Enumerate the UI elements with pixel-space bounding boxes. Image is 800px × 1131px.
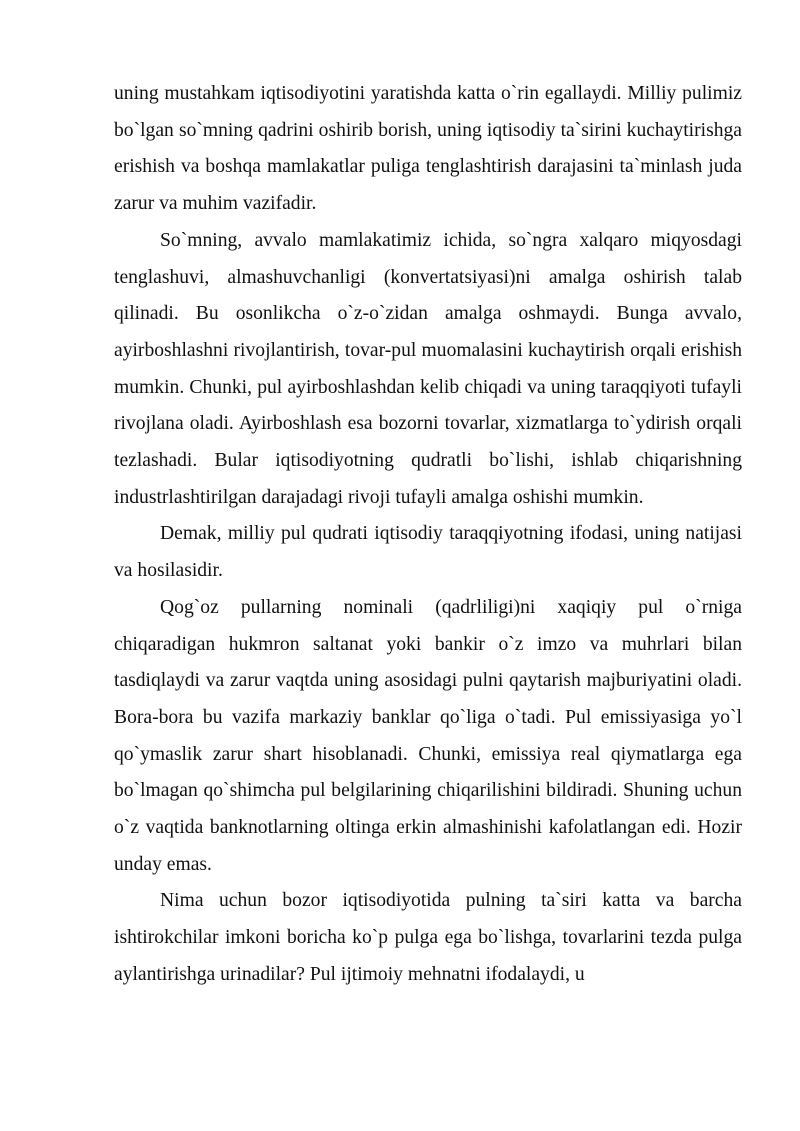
paragraph-3: Demak, milliy pul qudrati iqtisodiy taraqqiyotning ifodasi, uning natijasi va hosilasidir. bbox=[114, 523, 742, 582]
paragraph-5: Nima uchun bozor iqtisodiyotida pulning ta`siri katta va barcha ishtirokchilar imkoni boricha ko`p pulga ega bo`lishga, tovarlarini tezda pulga aylantirishga urinadilar? Pul ijtimoiy mehnatni ifodalaydi, u bbox=[114, 890, 742, 985]
paragraph-2: So`mning, avvalo mamlakatimiz ichida, so`ngra xalqaro miqyosdagi tenglashuvi, almashuvchanligi (konvertatsiyasi)ni amalga oshirish talab qilinadi. Bu osonlikcha o`z-o`zidan amalga oshmaydi. Bunga avvalo, ayirboshlashni rivojlantirish, tovar-pul muomalasini kuchaytirish orqali erishish mumkin. Chunki, pul ayirboshlashdan kelib chiqadi va uning taraqqiyoti tufayli rivojlana oladi. Ayirboshlash esa bozorni tovarlar, xizmatlarga to`ydirish orqali tezlashadi. Bular iqtisodiyotning qudratli bo`lishi, ishlab chiqarishning industrlashtirilgan darajadagi rivoji tufayli amalga oshishi mumkin. bbox=[114, 229, 742, 508]
paragraph-1: uning mustahkam iqtisodiyotini yaratishda katta o`rin egallaydi. Milliy pulimiz bo`lgan so`mning qadrini oshirib borish, uning iqtisodiy ta`sirini kuchaytirishga erishish va boshqa mamlakatlar puliga tenglashtirish darajasini ta`minlash juda zarur va muhim vazifadir. bbox=[114, 83, 742, 215]
paragraph-4: Qog`oz pullarning nominali (qadrliligi)ni xaqiqiy pul o`rniga chiqaradigan hukmron saltanat yoki bankir o`z imzo va muhrlari bilan tasdiqlaydi va zarur vaqtda uning asosidagi pulni qaytarish majburiyatini oladi. Bora-bora bu vazifa markaziy banklar qo`liga o`tadi. Pul emissiyasiga yo`l qo`ymaslik zarur shart hisoblanadi. Chunki, emissiya real qiymatlarga ega bo`lmagan qo`shimcha pul belgilarining chiqarilishini bildiradi. Shuning uchun o`z vaqtida banknotlarning oltinga erkin almashinishi kafolatlangan edi. Hozir unday emas. bbox=[114, 596, 742, 875]
body-text bbox=[114, 76, 742, 994]
